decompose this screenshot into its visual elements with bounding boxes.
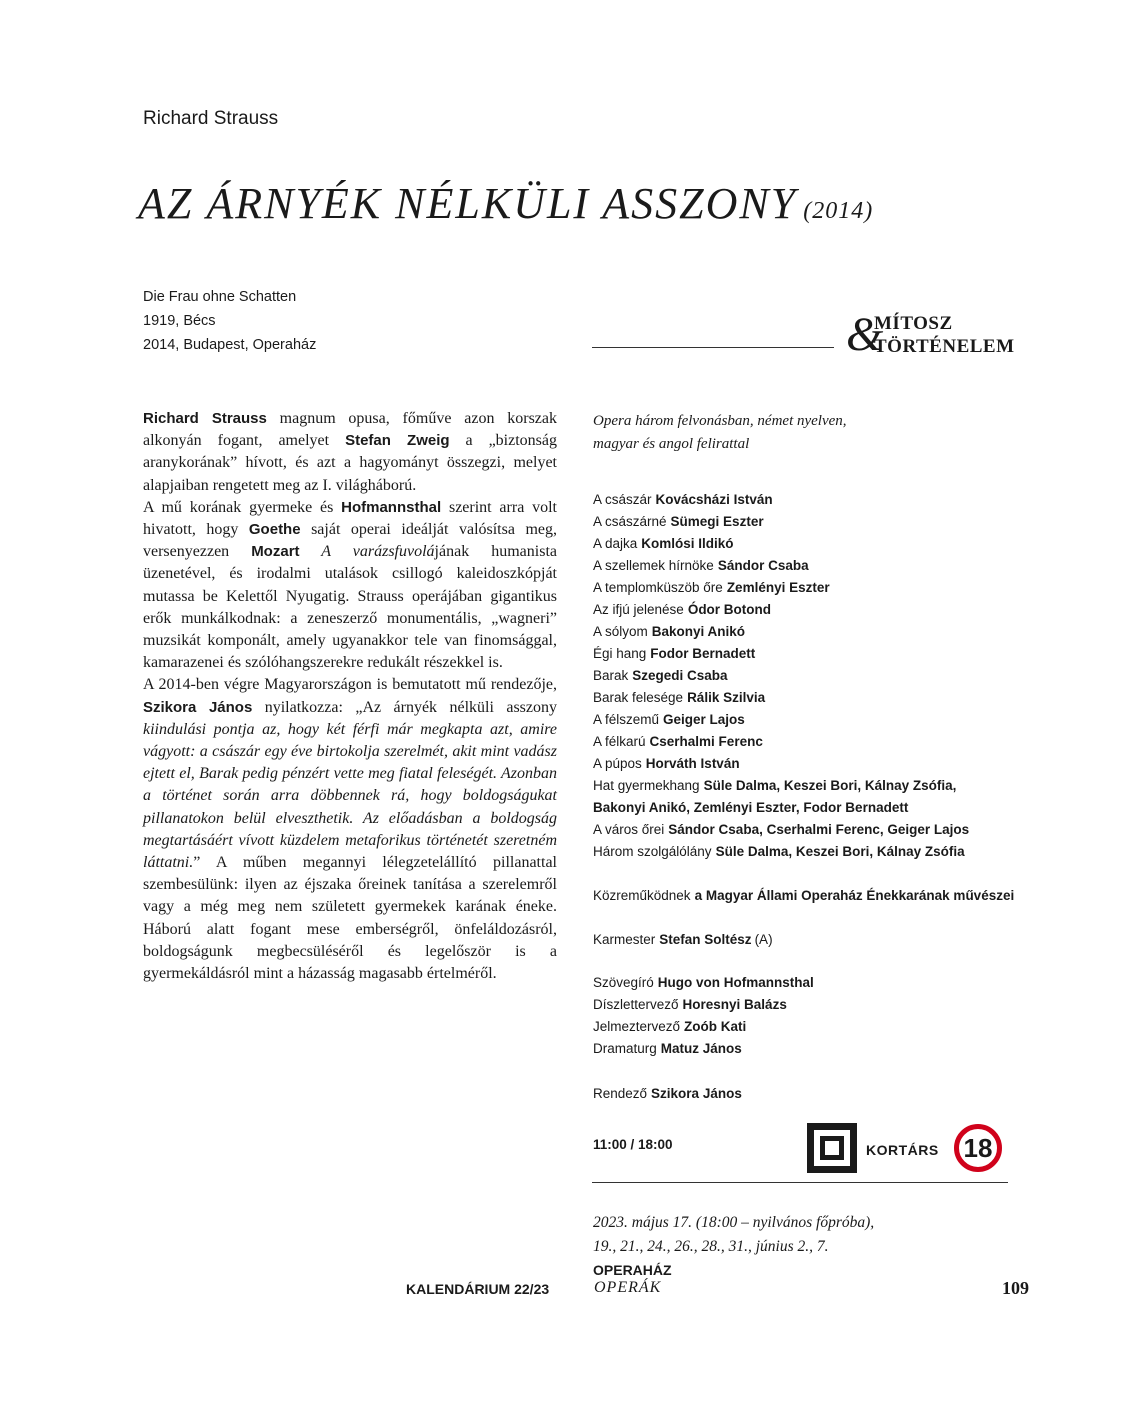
cast-name: Stefan Soltész (659, 932, 752, 947)
text-run: ” A műben megannyi lélegzetelállító pillanattal szembesülünk: ilyen az éjszaka őreinek tanítása a szerelemről vagy a még meg nem született gyermekek karának éneke. Háború alatt fogant mese emberségről, önfeláldozásról, boldogságunk megbecsüléséről és legelőször is a gyermekáldásról mint a házasság magasabb értelméről. (143, 854, 557, 983)
text-run: A mű korának gyermeke és (143, 498, 342, 516)
cast-name: Geiger Lajos (663, 712, 745, 727)
crew-row (593, 1038, 742, 1060)
subtitle-line2: magyar és angol felirattal (593, 436, 750, 452)
cast-row (593, 533, 734, 555)
italic-run: A varázsfuvolá (299, 543, 435, 561)
cast-role: A dajka (593, 536, 638, 551)
bold-name: Goethe (248, 521, 301, 539)
cast-name: Cserhalmi Ferenc (649, 734, 763, 749)
cast-name: Bakonyi Anikó (651, 624, 746, 639)
cast-name: Szikora János (651, 1086, 742, 1101)
cast-row (593, 841, 965, 863)
italic-run: kiindulási pontja az, hogy két férfi már megkapta azt, amire vágyott: a császár egy éve birtokolja szerelmét, akit mint vadász ejtett el, Barak pedig pénzért vette meg fiatal feleségét. Azonban a történet során arra döbbennek rá, hogy boldogságukat pillanatokon belül elveszthetik. Az előadásban a boldogság megtartásáért vívott küzdelem metaforikus történetét szeretném láttatni. (143, 720, 557, 872)
opera-year: (2014) (803, 198, 874, 224)
cast-role: Égi hang (593, 646, 647, 661)
dates-line1: 2023. május 17. (18:00 – nyilvános főpróba), (593, 1214, 875, 1231)
text-run: nyilatkozza: „Az árnyék nélküli asszony (252, 698, 557, 716)
cast-role: Három szolgálólány (593, 844, 712, 859)
bold-name: Szikora János (143, 698, 253, 716)
cast-role: A templomküszöb őre (593, 580, 723, 595)
cast-row (593, 555, 809, 577)
cast-role: Rendező (593, 1086, 648, 1101)
text-run: saját operai ideálját valósítsa meg, versenyezzen (143, 521, 557, 561)
composer-name: Richard Strauss (143, 108, 279, 129)
chorus-row (593, 885, 1014, 907)
cast-row (593, 599, 771, 621)
cast-role: Díszlettervező (593, 997, 679, 1012)
cast-role: Barak felesége (593, 690, 684, 705)
cast-row (593, 687, 765, 709)
cast-row (593, 489, 773, 511)
dates-line2: 19., 21., 24., 26., 28., 31., június 2., 7. (593, 1238, 829, 1255)
cast-name: Zemlényi Eszter (726, 580, 830, 595)
cast-name: Matuz János (660, 1041, 742, 1056)
cast-name: Sándor Csaba (717, 558, 809, 573)
cast-row (593, 753, 740, 775)
paragraph-2 (143, 497, 557, 675)
cast-name: Horváth István (645, 756, 740, 771)
text-run: A 2014-ben végre Magyarországon is bemutatott mű rendezője, (143, 676, 557, 694)
age-limit-badge: 18 (954, 1124, 1002, 1172)
cast-role: Hat gyermekhang (593, 778, 700, 793)
cast-row (593, 577, 830, 599)
series-line2: TÖRTÉNELEM (874, 336, 1015, 357)
cast-role: Karmester (593, 932, 656, 947)
cast-row (593, 665, 728, 687)
cast-name: a Magyar Állami Operaház Énekkarának művészei (694, 888, 1015, 903)
cast-role: Dramaturg (593, 1041, 657, 1056)
cast-row (593, 731, 763, 753)
cast-role: Az ifjú jelenése (593, 602, 684, 617)
cast-role: A púpos (593, 756, 642, 771)
text-run: szerint arra volt hivatott, hogy (143, 498, 557, 539)
footer-magazine: KALENDÁRIUM 22/23 (406, 1281, 550, 1297)
cast-name: Bakonyi Anikó, Zemlényi Eszter, Fodor Bernadett (593, 800, 909, 815)
cast-name: Horesnyi Balázs (682, 997, 787, 1012)
cast-role: A félszemű (593, 712, 660, 727)
performance-dates (593, 1211, 874, 1259)
performance-time: 11:00 / 18:00 (593, 1137, 673, 1152)
crew-row (593, 1016, 746, 1038)
cast-name: Süle Dalma, Keszei Bori, Kálnay Zsófia (715, 844, 965, 859)
cast-role: A város őrei (593, 822, 665, 837)
cast-name: Sümegi Eszter (670, 514, 764, 529)
subtitle-line1: Opera három felvonásban, német nyelven, (593, 413, 847, 429)
text-run: jának humanista üzenetével, és irodalmi utalások csillogó kaleidoszkópját mutassa be Kelettől Nyugatig. Strauss operájában gigantikus erők munkálkodnak: a zeneszerző monumentális, „wagneri” muzsikát komponált, amely ugyanakkor tele van finomsággal, kamarazenei és szólóhangszerekre redukált részekkel is. (143, 543, 557, 672)
text-run: magnum opusa, főműve azon korszak alkonyán fogant, amelyet (143, 410, 557, 450)
opera-title (138, 178, 873, 229)
kortars-square-icon (807, 1123, 857, 1173)
cast-row (593, 775, 956, 797)
cast-name: Fodor Bernadett (650, 646, 756, 661)
crew-row (593, 994, 787, 1016)
cast-name: Süle Dalma, Keszei Bori, Kálnay Zsófia, (703, 778, 957, 793)
cast-role: A sólyom (593, 624, 648, 639)
paragraph-3 (143, 674, 557, 985)
series-ampersand: & (846, 308, 884, 361)
series-line1: MÍTOSZ (874, 313, 953, 334)
cast-role: A szellemek hírnöke (593, 558, 714, 573)
cast-name: Kovácsházi István (655, 492, 773, 507)
cast-row (593, 709, 745, 731)
cast-role: A császárné (593, 514, 667, 529)
cast-name: Sándor Csaba, Cserhalmi Ferenc, Geiger Lajos (668, 822, 970, 837)
cast-name: Ódor Botond (687, 602, 772, 617)
premiere: 1919, Bécs (143, 313, 216, 329)
paragraph-1 (143, 408, 557, 497)
local-premiere: 2014, Budapest, Operaház (143, 337, 317, 353)
bold-name: Mozart (251, 543, 300, 561)
crew-row (593, 972, 814, 994)
bold-name: Stefan Zweig (345, 432, 450, 450)
conductor-row (593, 929, 773, 951)
cast-row (593, 643, 755, 665)
category-label: KORTÁRS (866, 1142, 939, 1158)
cast-role: Közreműködnek (593, 888, 691, 903)
cast-role: Szövegíró (593, 975, 654, 990)
venue: OPERAHÁZ (593, 1262, 672, 1278)
conductor-suffix: (A) (754, 932, 773, 947)
divider (592, 1182, 1008, 1183)
cast-role: Barak (593, 668, 629, 683)
cast-row (593, 511, 764, 533)
divider (592, 347, 834, 348)
series-logo (846, 305, 1046, 365)
original-title: Die Frau ohne Schatten (143, 289, 297, 305)
cast-name: Zoób Kati (684, 1019, 747, 1034)
footer-section: OPERÁK (594, 1279, 662, 1296)
cast-role: A félkarú (593, 734, 646, 749)
bold-name: Hofmannsthal (341, 498, 442, 516)
opera-meta (143, 285, 316, 357)
cast-name: Hugo von Hofmannsthal (657, 975, 814, 990)
bold-name: Richard Strauss (143, 410, 267, 427)
director-row (593, 1083, 742, 1105)
opera-title-text: AZ ÁRNYÉK NÉLKÜLI ASSZONY (138, 179, 798, 228)
opera-subtitle (593, 410, 993, 456)
cast-role: Jelmeztervező (593, 1019, 681, 1034)
page-number: 109 (1002, 1278, 1029, 1298)
cast-name: Komlósi Ildikó (641, 536, 734, 551)
cast-row (593, 621, 745, 643)
cast-row (593, 819, 969, 841)
cast-role: A császár (593, 492, 652, 507)
article-body (143, 408, 557, 985)
cast-name: Szegedi Csaba (632, 668, 728, 683)
text-run: a „biztonság aranykorának” hívott, és azt a hagyományt összegzi, melyet alapjaiban rengetett meg az I. világháború. (143, 432, 557, 494)
cast-row (593, 797, 908, 819)
cast-name: Rálik Szilvia (687, 690, 766, 705)
